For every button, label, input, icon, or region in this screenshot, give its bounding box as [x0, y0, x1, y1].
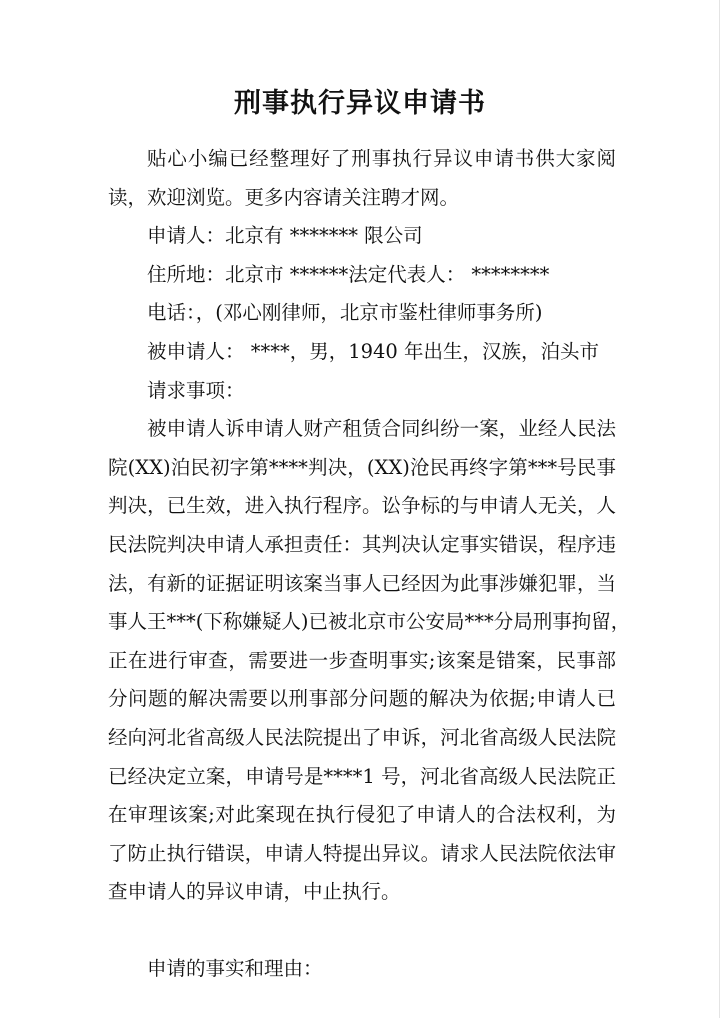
- paragraph-line: 民法院判决申请人承担责任：其判决认定事实错误，程序违: [108, 532, 616, 556]
- paragraph-line: 查申请人的异议申请，中止执行。: [108, 880, 401, 904]
- paragraph-line: 已经决定立案，申请号是****1 号，河北省高级人民法院正: [108, 764, 616, 788]
- document-title: 刑事执行异议申请书: [234, 88, 486, 119]
- paragraph-line: 正在进行审查，需要进一步查明事实;该案是错案，民事部: [108, 648, 616, 672]
- paragraph-line: 院(XX)泊民初字第****判决，(XX)沧民再终字第***号民事: [108, 455, 616, 479]
- request-heading: 请求事项：: [147, 378, 245, 402]
- paragraph-line: 经向河北省高级人民法院提出了申诉，河北省高级人民法院: [108, 725, 616, 749]
- address-line: 住所地：北京市 ******法定代表人： ********: [147, 262, 550, 286]
- paragraph-line: 法，有新的证据证明该案当事人已经因为此事涉嫌犯罪，当: [108, 571, 616, 595]
- paragraph-line: 分问题的解决需要以刑事部分问题的解决为依据;申请人已: [108, 687, 616, 711]
- document-body: [108, 140, 631, 989]
- paragraph-line: 贴心小编已经整理好了刑事执行异议申请书供大家阅: [147, 147, 616, 170]
- paragraph-line: 在审理该案;对此案现在执行侵犯了申请人的合法权利，为: [108, 803, 616, 827]
- applicant-line: 申请人：北京有 ******* 限公司: [147, 224, 423, 248]
- paragraph-gap: [108, 912, 616, 951]
- paragraph-line: 事人王***(下称嫌疑人)已被北京市公安局***分局刑事拘留，: [108, 610, 631, 634]
- phone-line: 电话：，(邓心刚律师，北京市鉴杜律师事务所): [147, 301, 543, 325]
- paragraph-line: 判决，已生效，进入执行程序。讼争标的与申请人无关，人: [108, 494, 616, 518]
- facts-heading: 申请的事实和理由：: [147, 957, 323, 981]
- respondent-line: 被申请人： ****，男，1940 年出生，汉族，泊头市: [147, 339, 600, 363]
- paragraph-line: 被申请人诉申请人财产租赁合同纠纷一案，业经人民法: [147, 417, 616, 441]
- paragraph-line: 读，欢迎浏览。更多内容请关注聘才网。: [108, 185, 460, 209]
- paragraph-line: 了防止执行错误，申请人特提出异议。请求人民法院依法审: [108, 841, 616, 865]
